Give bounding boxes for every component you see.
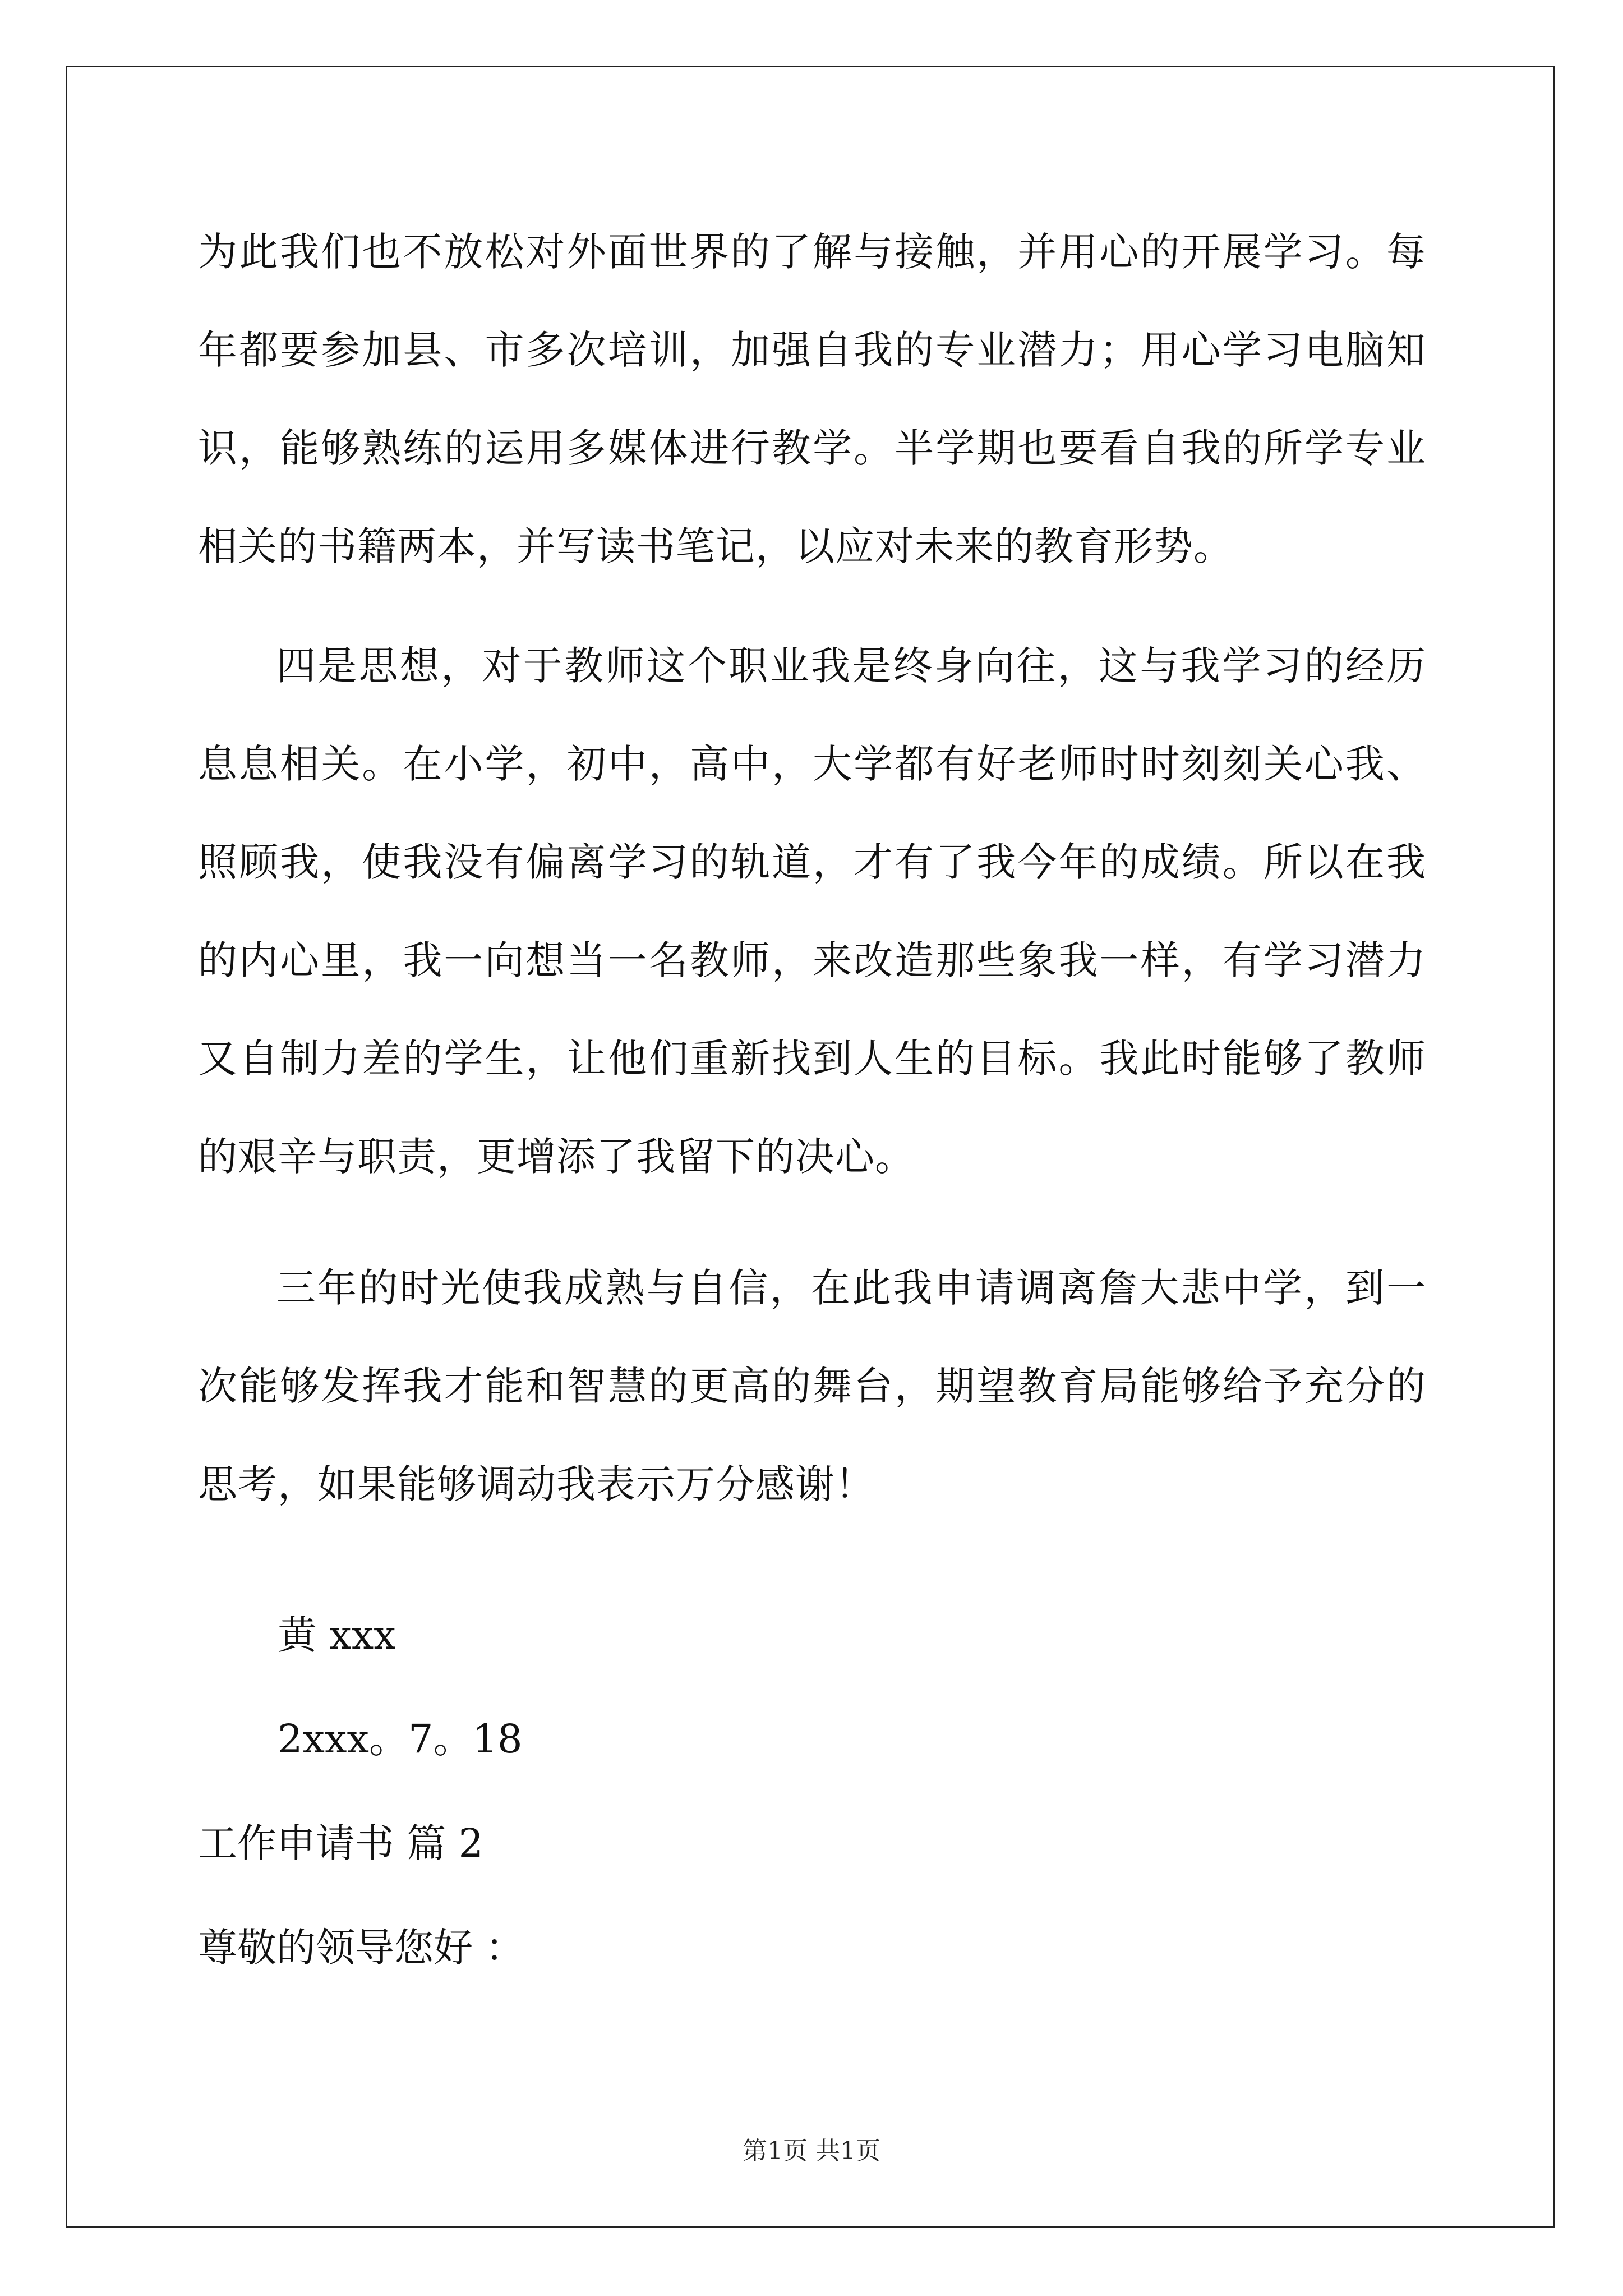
signature-date: 2xxx。7。18 [278, 1716, 523, 1762]
section-title: 工作申请书 篇 2 [198, 1820, 484, 1866]
paragraph-1 [198, 203, 1426, 596]
page-footer: 第1页 共1页 [743, 2137, 880, 2165]
paragraph-3 [198, 1239, 1426, 1534]
paragraph-2 [198, 617, 1426, 1206]
salutation: 尊敬的领导您好 ： [198, 1925, 525, 1971]
paragraph-3-text: 三年的时光使我成熟与自信，在此我申请调离詹大悲中学，到一次能够发挥我才能和智慧的更高的舞台，期望教育局能够给予充分的思考，如果能够调动我表示万分感谢！ [198, 1265, 1426, 1507]
paragraph-2-text: 四是思想，对于教师这个职业我是终身向往，这与我学习的经历息息相关。在小学，初中，高中，大学都有好老师时时刻刻关心我、照顾我，使我没有偏离学习的轨道，才有了我今年的成绩。所以在我的内心里，我一向想当一名教师，来改造那些象我一样，有学习潜力又自制力差的学生，让他们重新找到人生的目标。我此时能够了教师的艰辛与职责，更增添了我留下的决心。 [198, 643, 1426, 1180]
signature-name: 黄 xxx [278, 1612, 396, 1658]
paragraph-1-text: 为此我们也不放松对外面世界的了解与接触，并用心的开展学习。每年都要参加县、市多次培训，加强自我的专业潜力；用心学习电脑知识，能够熟练的运用多媒体进行教学。半学期也要看自我的所学专业相关的书籍两本，并写读书笔记，以应对未来的教育形势。 [198, 229, 1426, 569]
